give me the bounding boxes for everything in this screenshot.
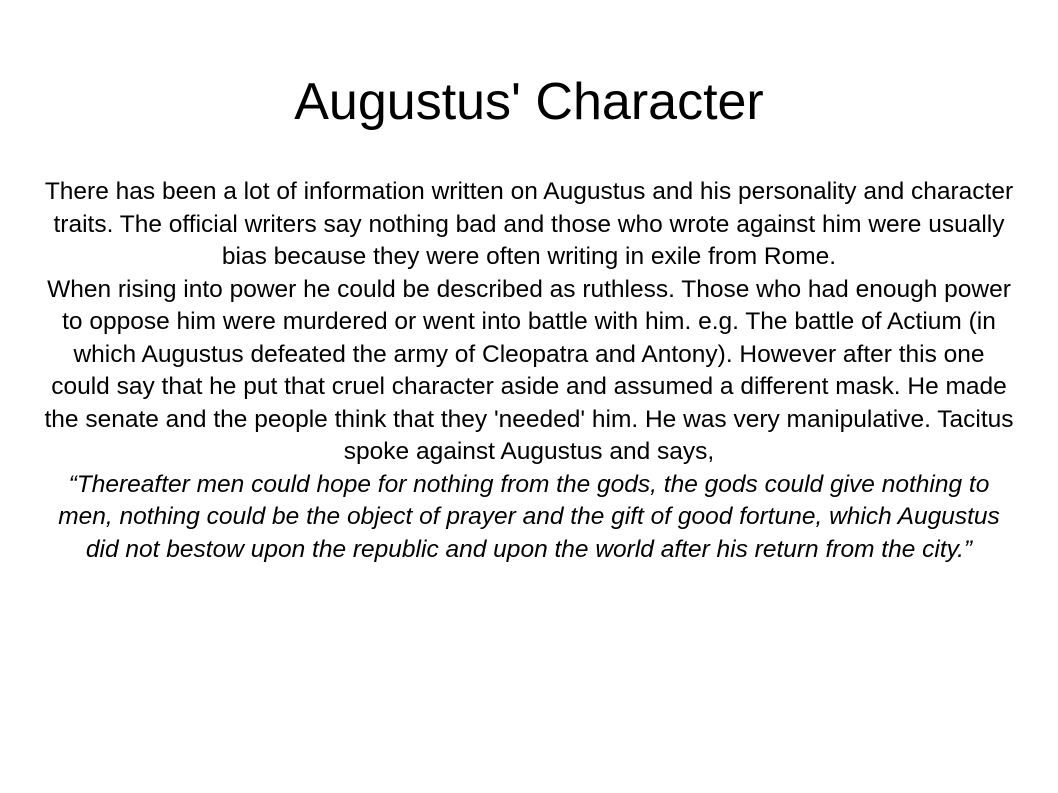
slide-title: Augustus' Character (294, 73, 764, 131)
paragraph-intro: There has been a lot of information written on Augustus and his personality and character traits. The official writers say nothing bad and those who wrote against him were usually bias because they were often writing in exile from Rome. (44, 178, 1014, 270)
tacitus-quote: “Thereafter men could hope for nothing from the gods, the gods could give nothing to men, nothing could be the object of prayer and the gift of good fortune, which Augustus did not bestow upon the republic and upon the world after his return from the city.” (58, 470, 1000, 563)
slide-body (42, 176, 1016, 566)
paragraph-ruthless: When rising into power he could be described as ruthless. Those who had enough power to oppose him were murdered or went into battle with him. e.g. The battle of Actium (in which Augustus defeated the army of Cleopatra and Antony). However after this one could say that he put that cruel character aside and assumed a different mask. He made the senate and the people think that they 'needed' him. He was very manipulative. Tacitus spoke against Augustus and says, (44, 275, 1014, 465)
